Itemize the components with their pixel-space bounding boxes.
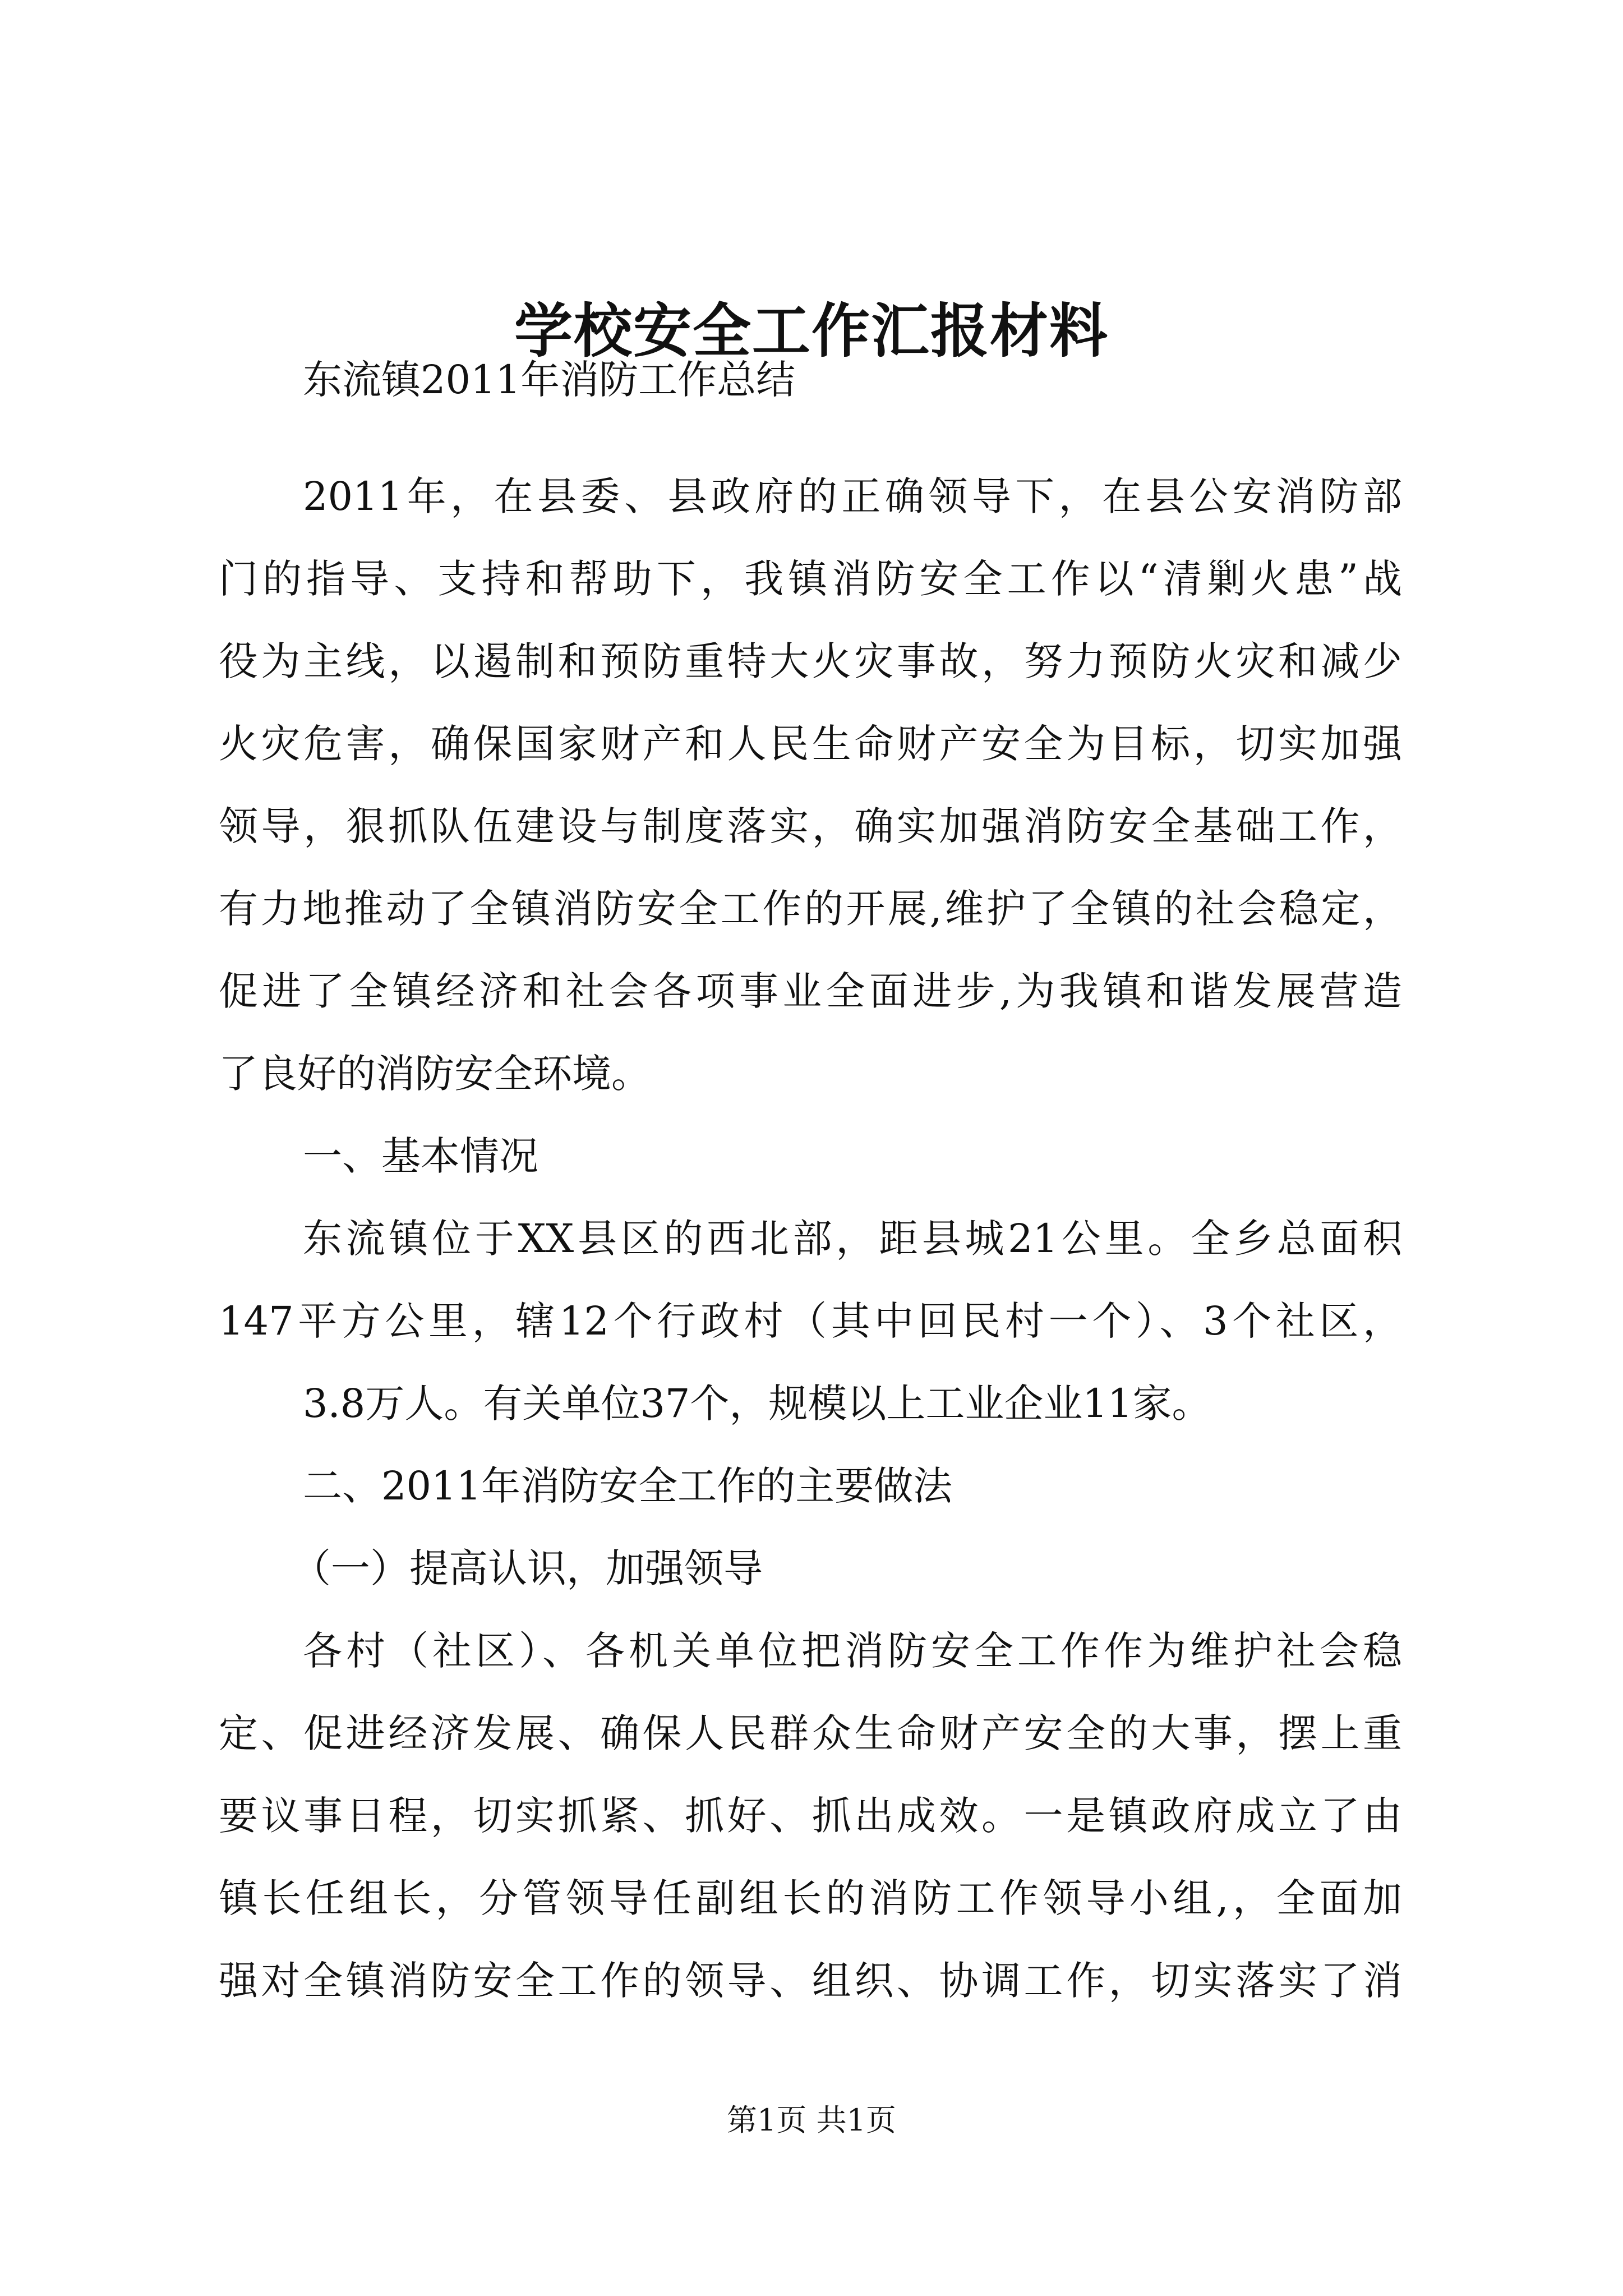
paragraph-line: 有力地推动了全镇消防安全工作的开展,维护了全镇的社会稳定， [219,886,1402,932]
paragraph-line: 2011年，在县委、县政府的正确领导下，在县公安消防部 [303,473,1402,519]
paragraph-line: 要议事日程，切实抓紧、抓好、抓出成效。一是镇政府成立了由 [219,1793,1402,1839]
section-heading: 二、2011年消防安全工作的主要做法 [303,1463,953,1509]
paragraph-line: 领导，狠抓队伍建设与制度落实，确实加强消防安全基础工作， [219,803,1402,849]
paragraph-line: 火灾危害，确保国家财产和人民生命财产安全为目标，切实加强 [219,721,1402,767]
paragraph-line: 门的指导、支持和帮助下，我镇消防安全工作以“清剿火患”战 [219,556,1402,602]
page-title: 学校安全工作汇报材料 [514,296,1109,365]
paragraph-line: 定、促进经济发展、确保人民群众生命财产安全的大事，摆上重 [219,1710,1402,1756]
paragraph-line: 强对全镇消防安全工作的领导、组织、协调工作，切实落实了消 [219,1958,1402,2004]
paragraph-line: 促进了全镇经济和社会各项事业全面进步,为我镇和谐发展营造 [219,968,1402,1014]
paragraph-line: 147平方公里，辖12个行政村（其中回民村一个）、3个社区， [219,1298,1402,1344]
subtitle-line: 东流镇2011年消防工作总结 [303,357,796,403]
paragraph-line: 各村（社区）、各机关单位把消防安全工作作为维护社会稳 [303,1628,1402,1674]
page-footer: 第1页 共1页 [727,2102,896,2138]
paragraph-line: 了良好的消防安全环境。 [219,1051,651,1097]
subsection-heading: （一）提高认识，加强领导 [292,1545,763,1591]
paragraph-line: 镇长任组长，分管领导任副组长的消防工作领导小组,，全面加 [219,1875,1402,1921]
paragraph-line: 东流镇位于XX县区的西北部，距县城21公里。全乡总面积 [303,1216,1402,1262]
section-heading: 一、基本情况 [303,1133,538,1179]
paragraph-line: 役为主线，以遏制和预防重特大火灾事故，努力预防火灾和减少 [219,638,1402,684]
paragraph-line: 3.8万人。有关单位37个，规模以上工业企业11家。 [303,1381,1211,1427]
